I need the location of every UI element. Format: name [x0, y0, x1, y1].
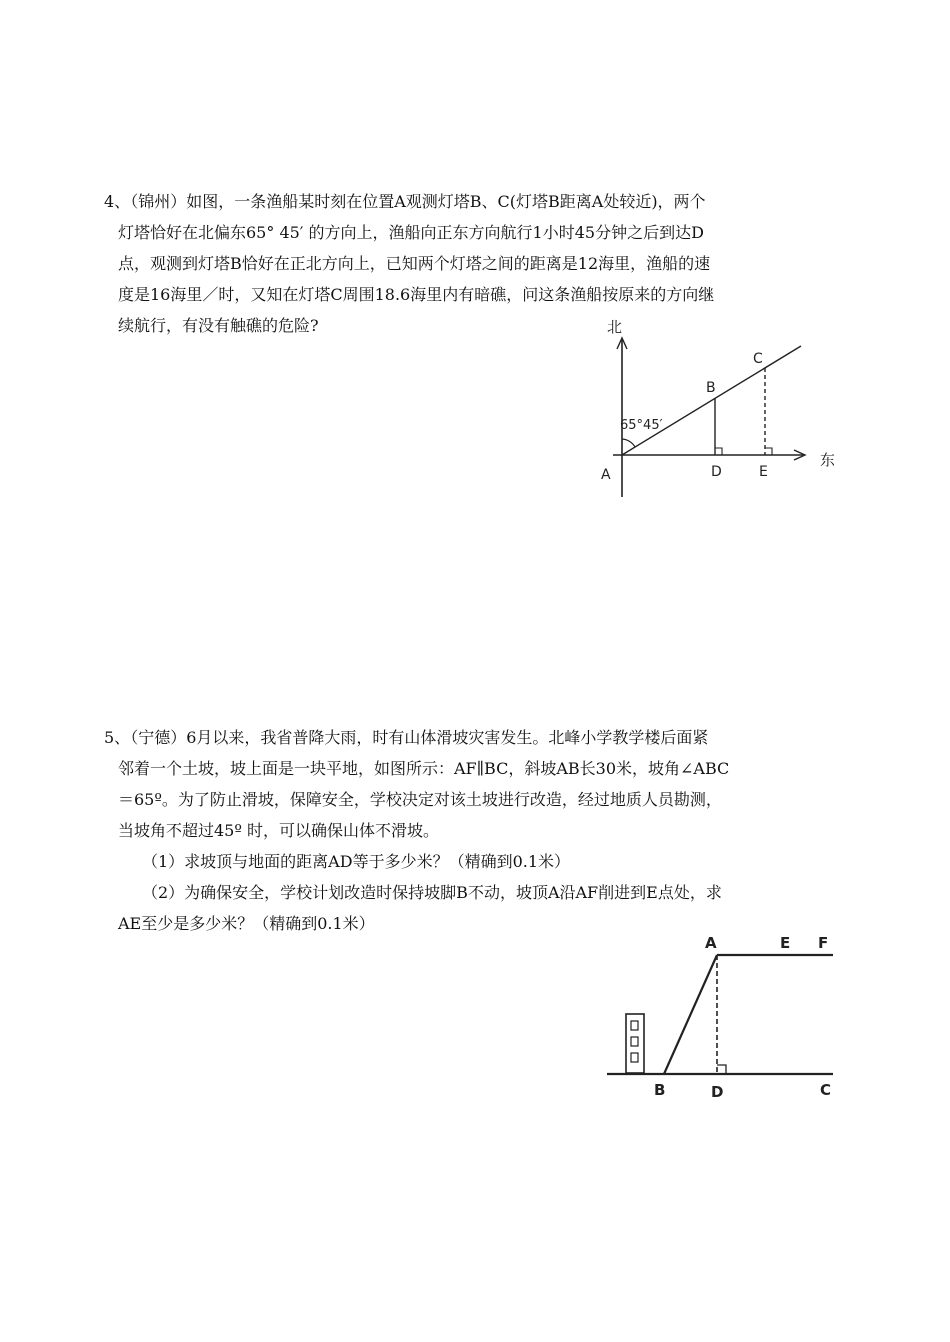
slope-ab	[664, 955, 717, 1074]
building-window-1	[631, 1021, 638, 1030]
north-label: 北	[607, 318, 623, 336]
line-a-c	[622, 346, 801, 455]
point-label-d: D	[711, 1083, 724, 1101]
angle-arc	[622, 439, 635, 447]
point-label-c: C	[820, 1081, 832, 1099]
point-label-f: F	[818, 934, 829, 952]
right-angle-d	[717, 1065, 726, 1074]
problem-5-figure	[600, 928, 845, 1103]
building-window-3	[631, 1053, 638, 1062]
point-label-c: C	[753, 351, 763, 367]
angle-label: 65°45′	[620, 418, 663, 433]
problem-4-figure	[595, 312, 850, 502]
right-angle-e	[765, 448, 772, 455]
east-label: 东	[820, 451, 836, 469]
problem-5-line-2: 邻着一个土坡，坡上面是一块平地，如图所示：AF∥BC，斜坡AB长30米，坡角∠ABC	[118, 759, 730, 778]
problem-4-line-3: 点，观测到灯塔B恰好在正北方向上，已知两个灯塔之间的距离是12海里，渔船的速	[118, 254, 711, 273]
point-label-b: B	[706, 380, 716, 396]
problem-5-question-2: （2）为确保安全，学校计划改造时保持坡脚B不动，坡顶A沿AF削进到E点处，求 AE至少是多少米？（精确到0.1米）	[118, 883, 722, 933]
point-label-e: E	[759, 464, 768, 480]
building-window-2	[631, 1037, 638, 1046]
point-label-b: B	[654, 1081, 666, 1099]
problem-5-line-4: 当坡角不超过45º 时，可以确保山体不滑坡。	[118, 821, 439, 840]
problem-5-line-1: 5、（宁德）6月以来，我省普降大雨，时有山体滑坡灾害发生。北峰小学教学楼后面紧	[104, 728, 709, 747]
right-angle-d	[715, 448, 722, 455]
point-label-e: E	[780, 934, 791, 952]
point-label-a: A	[601, 467, 611, 483]
problem-4-line-1: 4、（锦州）如图，一条渔船某时刻在位置A观测灯塔B、C(灯塔B距离A处较近)，两个	[104, 192, 706, 211]
problem-5	[104, 722, 849, 939]
problem-5-line-3: ＝65º。为了防止滑坡，保障安全，学校决定对该土坡进行改造，经过地质人员勘测，	[118, 790, 722, 809]
point-label-a: A	[705, 934, 717, 952]
problem-5-question-1: （1）求坡顶与地面的距离AD等于多少米？（精确到0.1米）	[142, 852, 571, 871]
school-building	[626, 1014, 644, 1073]
problem-4-line-5: 续航行，有没有触礁的危险?	[118, 316, 319, 335]
point-label-d: D	[711, 464, 722, 480]
problem-4-line-4: 度是16海里／时，又知在灯塔C周围18.6海里内有暗礁，问这条渔船按原来的方向继	[118, 285, 715, 304]
problem-4-line-2: 灯塔恰好在北偏东65° 45′ 的方向上，渔船向正东方向航行1小时45分钟之后到达D	[118, 223, 704, 242]
